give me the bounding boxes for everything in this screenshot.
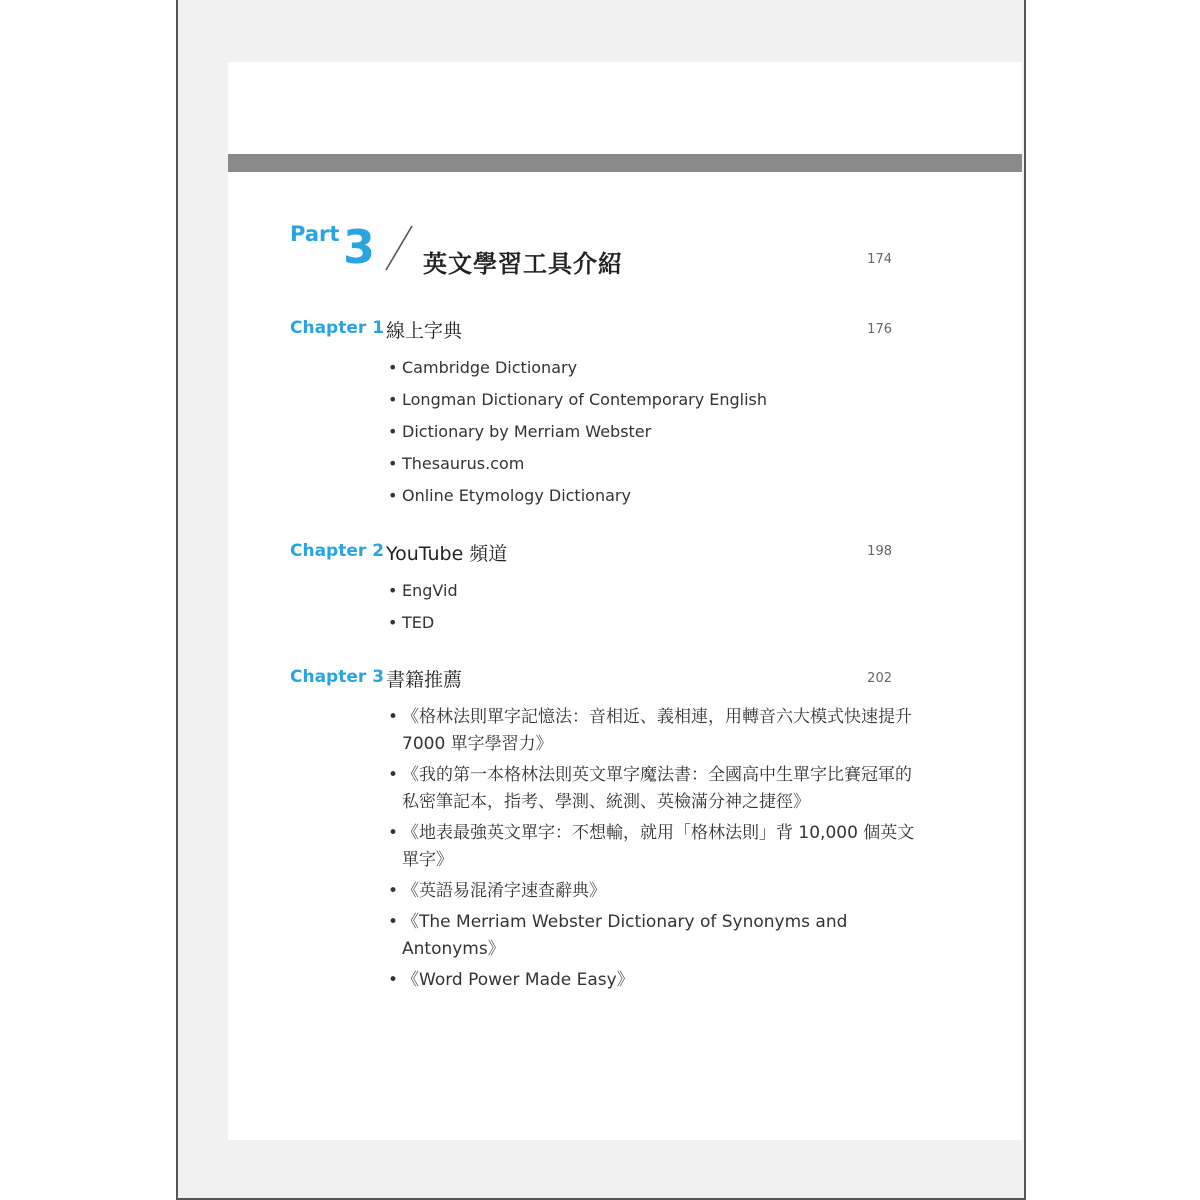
chapter-1-page-number: 176: [867, 322, 892, 337]
chapter-2-page-number: 198: [867, 544, 892, 559]
slash-divider: [382, 222, 416, 274]
list-item: • 《The Merriam Webster Dictionary of Synonyms and Antonyms》: [386, 909, 926, 963]
list-item: • EngVid: [386, 575, 458, 607]
list-item: • 《格林法則單字記憶法：音相近、義相連，用轉音六大模式快速提升 7000 單字學習力》: [386, 704, 926, 758]
chapter-2-items: [386, 575, 458, 639]
chapter-1-number: 1: [372, 318, 385, 338]
chapter-2-label-text: Chapter: [290, 541, 367, 561]
chapter-3-title: 書籍推薦: [386, 669, 463, 691]
chapter-1-title: 線上字典: [386, 320, 463, 342]
list-item: • Longman Dictionary of Contemporary English: [386, 384, 767, 416]
list-item: • 《Word Power Made Easy》: [386, 967, 926, 994]
list-item: • Cambridge Dictionary: [386, 352, 767, 384]
chapter-2-title: YouTube 頻道: [386, 543, 508, 565]
chapter-3-page-number: 202: [867, 671, 892, 686]
part-page-number: 174: [867, 252, 892, 267]
list-item: • 《英語易混淆字速查辭典》: [386, 878, 926, 905]
list-item: • Dictionary by Merriam Webster: [386, 416, 767, 448]
list-item: • TED: [386, 607, 458, 639]
list-item: • 《我的第一本格林法則英文單字魔法書：全國高中生單字比賽冠軍的私密筆記本，指考、學測、統測、英檢滿分神之捷徑》: [386, 762, 926, 816]
list-item: • Online Etymology Dictionary: [386, 480, 767, 512]
chapter-1-items: [386, 352, 767, 512]
chapter-3-label-text: Chapter: [290, 667, 367, 687]
chapter-2-label: [290, 541, 384, 561]
chapter-3-items: [386, 704, 926, 998]
chapter-2-number: 2: [372, 541, 385, 561]
part-title: 英文學習工具介紹: [423, 250, 623, 278]
header-bar: [228, 154, 1022, 172]
chapter-1-label: [290, 318, 384, 338]
list-item: • 《地表最強英文單字：不想輸，就用「格林法則」背 10,000 個英文單字》: [386, 820, 926, 874]
chapter-1-label-text: Chapter: [290, 318, 367, 338]
part-label: Part: [290, 222, 340, 246]
list-item: • Thesaurus.com: [386, 448, 767, 480]
chapter-3-label: [290, 667, 384, 687]
chapter-3-number: 3: [372, 667, 385, 687]
part-number: 3: [343, 220, 376, 274]
